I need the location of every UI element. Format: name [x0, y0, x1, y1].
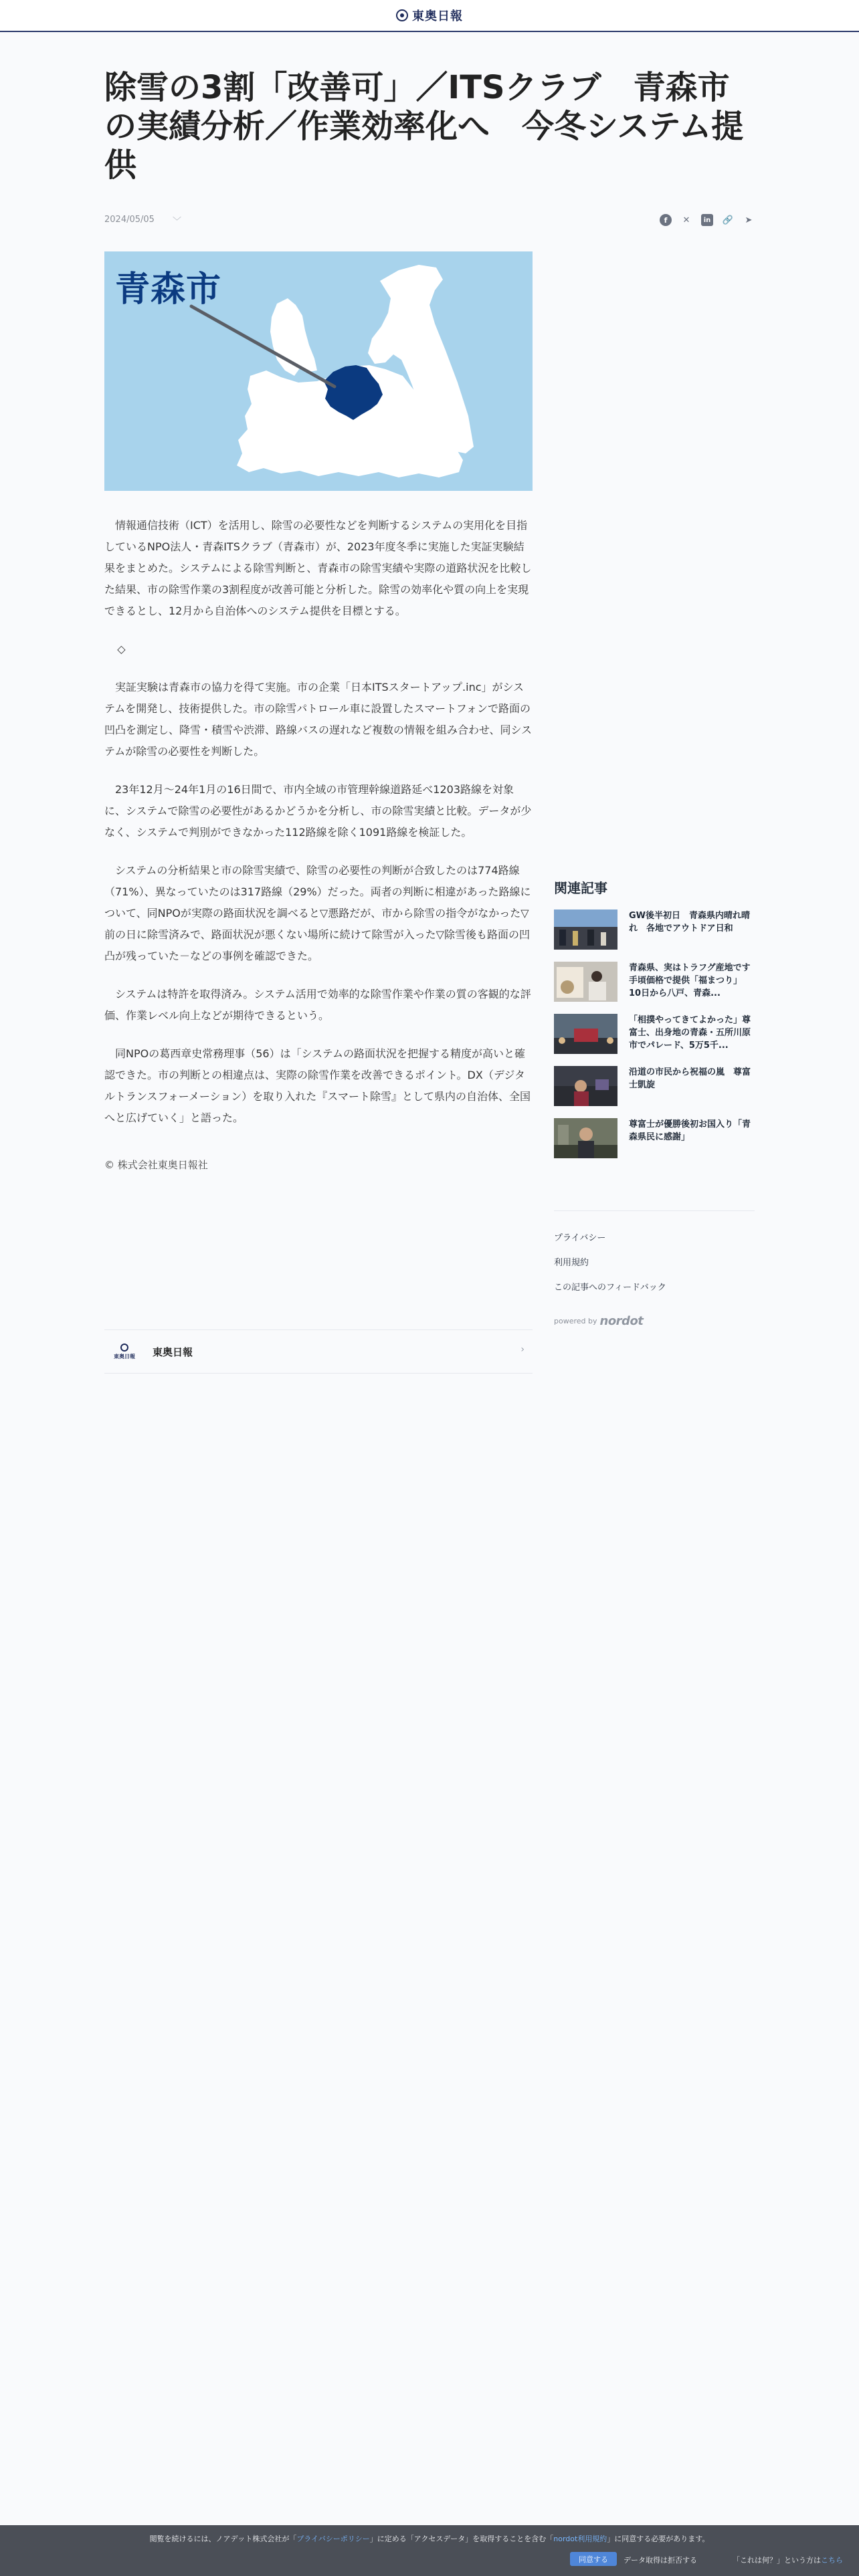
consent-privacy-link[interactable]: プライバシーポリシー — [296, 2535, 370, 2543]
article-paragraph: システムは特許を取得済み。システム活用で効率的な除雪作業や作業の質の客観的な評価、作業レベル向上などが期待できるという。 — [104, 988, 531, 1022]
article-paragraph: 23年12月〜24年1月の16日間で、市内全域の市管理幹線道路延べ1203路線を対象に、システムで除雪の必要性があるかどうかを分析し、市の除雪実績と比較。データが少なく、システムで判別ができなかった112路線を除く1091路線を検証した。 — [104, 783, 532, 839]
related-item[interactable] — [554, 909, 755, 950]
article-paragraph: 情報通信技術（ICT）を活用し、除雪の必要性などを判断するシステムの実用化を目指しているNPO法人・青森ITSクラブ（青森市）が、2023年度冬季に実施した実証実験結果をまとめた。システムによる除雪判断と、青森市の除雪実績や実際の道路状況を比較した結果、市の除雪作業の3割程度が改善可能と分析した。除雪の効率化や質の向上を実現できるとし、12月から自治体へのシステム提供を目標とする。 — [104, 519, 532, 617]
facebook-icon[interactable]: f — [660, 214, 672, 226]
consent-message — [0, 2533, 859, 2544]
related-thumbnail — [554, 1014, 617, 1054]
article-paragraph: 実証実験は青森市の協力を得て実施。市の企業「日本ITSスタートアップ.inc」がシステムを開発し、技術提供した。市の除雪パトロール車に設置したスマートフォンで路面の凹凸を測定し、降雪・積雪や渋滞、路線バスの遅れなど複数の情報を組み合わせ、同システムが除雪の必要性を判断した。 — [104, 681, 533, 758]
what-is-this-link[interactable]: こちら — [821, 2556, 843, 2565]
article-image — [104, 251, 533, 491]
powered-by-text: powered by — [554, 1317, 597, 1325]
logo-mark-icon — [120, 1344, 128, 1352]
chevron-down-icon[interactable]: ﹀ — [173, 217, 182, 227]
what-is-this — [733, 2555, 843, 2565]
privacy-link[interactable]: プライバシー — [554, 1233, 606, 1243]
logo-mark-icon — [396, 9, 408, 21]
article-paragraph: 同NPOの葛西章史常務理事（56）は「システムの路面状況を把握する精度が高いと確認できた。市の判断との相違点は、実際の除雪作業を改善できるポイント。DX（デジタルトランスフォーメーション）を取り入れた『スマート除雪』として県内の自治体、全国へと広げていく」と語った。 — [104, 1047, 531, 1124]
x-icon[interactable]: ✕ — [682, 215, 690, 225]
publisher-logo-text: 東奥日報 — [114, 1352, 135, 1360]
consent-banner — [0, 2525, 859, 2576]
chevron-right-icon: › — [520, 1344, 524, 1355]
related-item-title: 尊富士が優勝後初お国入り「青森県民に感謝」 — [629, 1119, 751, 1142]
related-title: 関連記事 — [554, 880, 607, 896]
related-item[interactable] — [554, 1118, 755, 1158]
article-meta — [104, 213, 755, 229]
link-icon[interactable]: 🔗 — [722, 215, 734, 225]
related-item-title: GW後半初日 青森県内晴れ晴れ 各地でアウトドア日和 — [629, 911, 751, 934]
site-header — [0, 0, 859, 32]
consent-text: 」に定める「アクセスデータ」を取得することを含む「 — [369, 2535, 554, 2543]
sidebar-links — [554, 1210, 755, 1305]
related-item[interactable] — [554, 1066, 755, 1106]
powered-by[interactable] — [554, 1314, 643, 1328]
related-thumbnail — [554, 962, 617, 1002]
consent-text: 閲覧を続けるには、ノアデット株式会社が「 — [149, 2535, 297, 2543]
article-paragraph: システムの分析結果と市の除雪実績で、除雪の必要性の判断が合致したのは774路線（71%）、異なっていたのは317路線（29%）だった。両者の判断に相違があった路線について、同NPOが実際の路面状況を調べると▽悪路だが、市から除雪の指令がなかった▽前の日に除雪済みで、路面状況が悪くない場所に続けて除雪が入った▽除雪後も路面の凹凸が残っていた－などの事例を確認できた。 — [104, 864, 531, 962]
share-buttons — [660, 214, 755, 226]
publisher-logo — [111, 1338, 138, 1365]
article-body — [104, 515, 533, 1172]
related-thumbnail — [554, 909, 617, 950]
related-item-title: 青森県、実はトラフグ産地です 手頃価格で提供「福まつり」 10日から八戸、青森... — [629, 963, 759, 998]
site-logo[interactable] — [396, 5, 463, 25]
map-label: 青森市 — [115, 270, 222, 310]
related-item-title: 沿道の市民から祝福の嵐 尊富士凱旋 — [629, 1067, 751, 1090]
publisher-name: 東奥日報 — [153, 1346, 193, 1358]
copyright: © 株式会社東奥日報社 — [104, 1159, 208, 1171]
send-icon[interactable]: ➤ — [745, 215, 753, 225]
what-is-this-text: 「これは何？」という方は — [733, 2556, 821, 2565]
article-separator: ◇ — [117, 643, 126, 655]
related-thumbnail — [554, 1118, 617, 1158]
nordot-logo: nordot — [599, 1314, 644, 1328]
related-item-title: 「相撲やってきてよかった」尊富士、出身地の青森・五所川原市でパレード、5万5千... — [629, 1015, 751, 1051]
related-item[interactable] — [554, 962, 759, 1002]
related-item[interactable] — [554, 1014, 755, 1054]
terms-link[interactable]: 利用規約 — [554, 1258, 589, 1268]
consent-text: 」に同意する必要があります。 — [607, 2535, 710, 2543]
feedback-link[interactable]: この記事へのフィードバック — [554, 1283, 666, 1293]
refuse-button[interactable]: データ取得は拒否する — [624, 2556, 697, 2565]
article-date: 2024/05/05 — [104, 215, 155, 225]
article-title: 除雪の3割「改善可」／ITSクラブ 青森市の実績分析／作業効率化へ 今冬システム提供 — [104, 69, 744, 184]
linkedin-icon[interactable]: in — [701, 214, 713, 226]
agree-button[interactable]: 同意する — [570, 2552, 617, 2566]
consent-terms-link[interactable]: nordot利用規約 — [553, 2535, 607, 2543]
publisher-card[interactable] — [104, 1329, 533, 1374]
site-logo-text: 東奥日報 — [412, 9, 463, 23]
related-articles — [554, 876, 759, 1142]
related-thumbnail — [554, 1066, 617, 1106]
